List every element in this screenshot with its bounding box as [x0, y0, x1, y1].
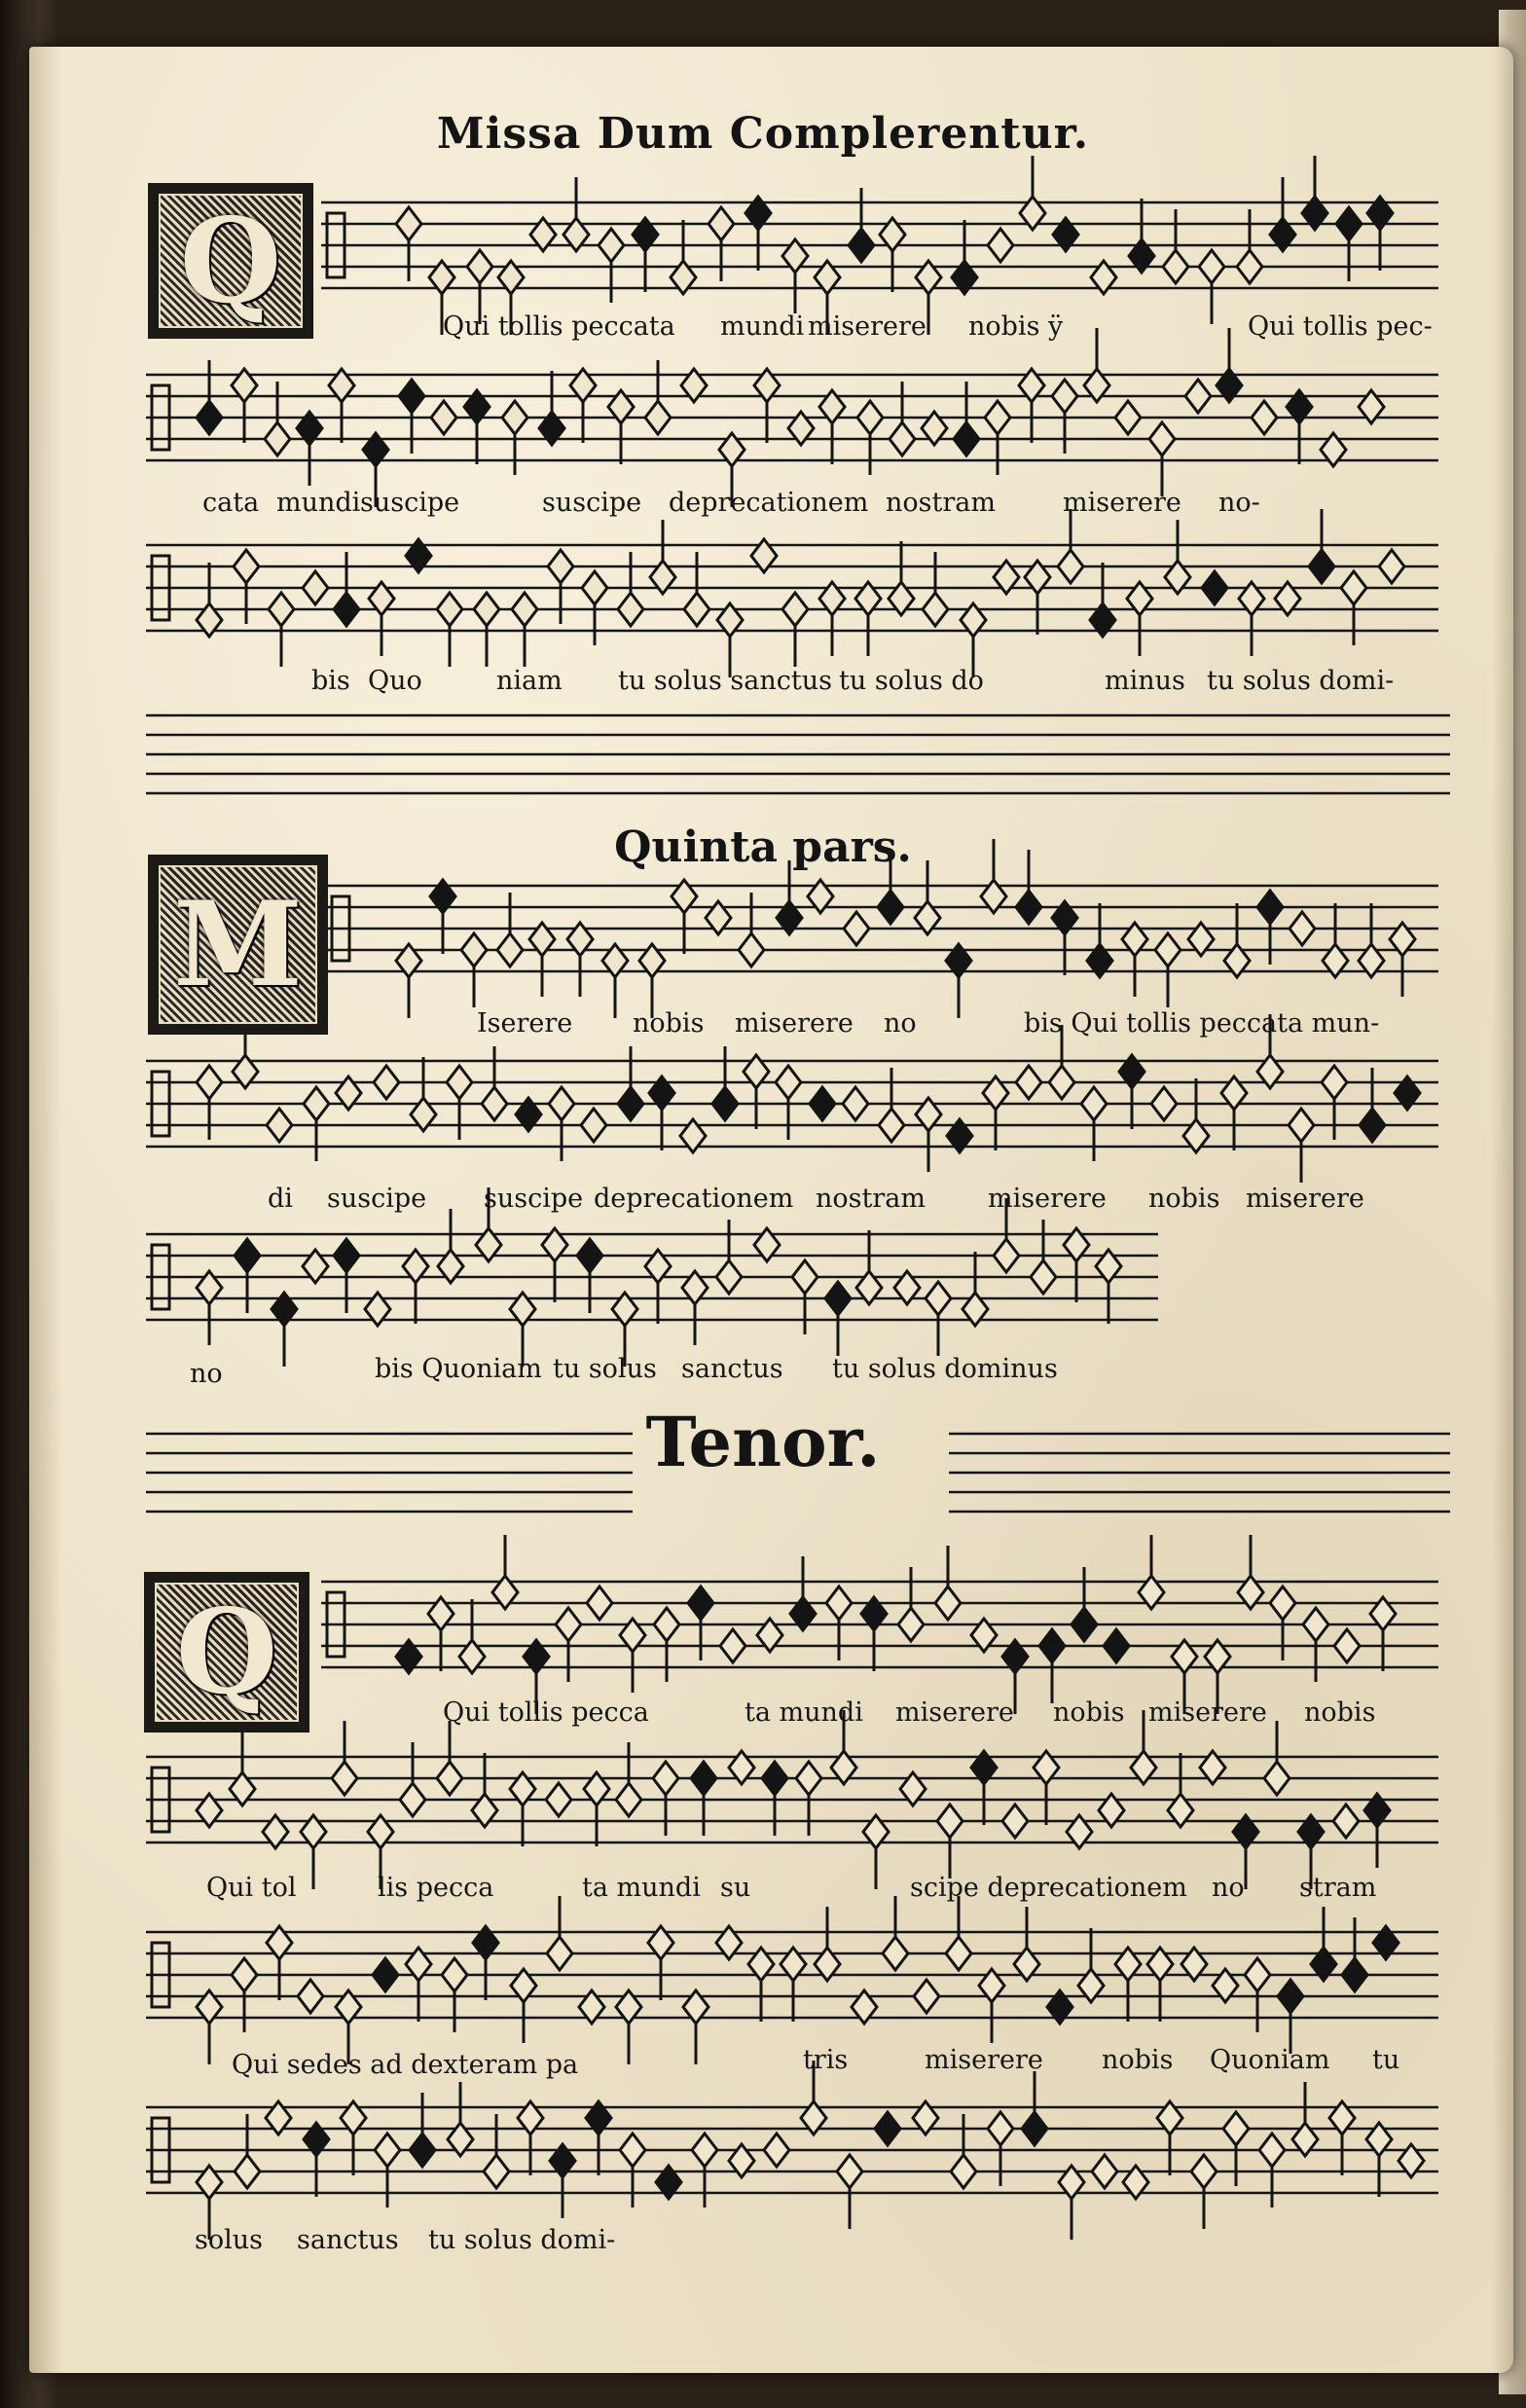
- notehead: [548, 550, 573, 583]
- lyric: nobis ÿ: [968, 311, 1064, 342]
- notehead: [587, 1587, 612, 1620]
- notehead: [1155, 933, 1181, 967]
- notehead: [1333, 1805, 1359, 1838]
- lyric: deprecationem: [669, 488, 869, 518]
- notehead: [1052, 380, 1077, 413]
- notehead: [1334, 1629, 1360, 1662]
- lyric: sanctus: [297, 2225, 399, 2255]
- lyric: tu solus dominus: [832, 1354, 1058, 1384]
- notehead: [546, 1783, 571, 1816]
- lyric: suscipe: [542, 488, 642, 518]
- lyric: nobis: [1304, 1697, 1376, 1728]
- notehead: [946, 1937, 971, 1970]
- notehead: [1289, 1109, 1314, 1142]
- notehead: [645, 401, 671, 434]
- notehead: [1199, 250, 1224, 283]
- notehead: [547, 1937, 572, 1970]
- lyric: nostram: [886, 488, 996, 518]
- notehead: [197, 401, 222, 434]
- notehead: [512, 593, 537, 626]
- lyric: no: [1212, 1873, 1245, 1903]
- lyric: di: [268, 1184, 293, 1214]
- notehead: [1309, 550, 1334, 583]
- quinta-pars-title: Quinta pars.: [614, 822, 912, 872]
- notehead: [764, 2134, 789, 2167]
- notehead: [467, 250, 492, 283]
- notehead: [577, 1239, 602, 1272]
- lyric: no: [190, 1359, 223, 1389]
- notehead: [898, 1608, 924, 1641]
- lyric: tu solus: [553, 1354, 657, 1384]
- lyric: nobis: [1148, 1184, 1220, 1214]
- lyric: miserere: [735, 1008, 854, 1039]
- notehead: [716, 1260, 742, 1294]
- notehead: [688, 1587, 713, 1620]
- notehead: [796, 1762, 821, 1795]
- notehead: [782, 593, 808, 626]
- notehead: [618, 593, 643, 626]
- lyric: Iserere: [477, 1008, 573, 1039]
- notehead: [399, 380, 424, 413]
- notehead: [1185, 380, 1211, 413]
- notehead: [1303, 1608, 1328, 1641]
- notehead: [1092, 2155, 1117, 2188]
- mass-title: Missa Dum Complerentur.: [436, 109, 1090, 159]
- notehead: [582, 571, 607, 604]
- notehead: [1278, 1980, 1303, 2013]
- notehead: [1016, 1066, 1041, 1099]
- notehead: [1360, 1109, 1385, 1142]
- lyric: mundi: [720, 311, 805, 342]
- notehead: [857, 401, 883, 434]
- lyric: miserere: [895, 1697, 1014, 1728]
- notehead: [265, 422, 290, 456]
- notehead: [1202, 571, 1227, 604]
- lyric: tris: [803, 2045, 849, 2075]
- notehead: [1022, 2112, 1047, 2145]
- notehead: [497, 933, 523, 967]
- notehead: [792, 1260, 818, 1294]
- notehead: [234, 550, 259, 583]
- lyric: deprecationem: [594, 1184, 794, 1214]
- lyric: suscipe: [484, 1184, 584, 1214]
- lyric: tu solus do: [839, 666, 984, 696]
- lyric: miserere: [1148, 1697, 1267, 1728]
- notehead: [334, 593, 359, 626]
- notehead: [482, 1087, 507, 1120]
- lyric: nostram: [816, 1184, 926, 1214]
- notehead: [1163, 250, 1188, 283]
- notehead: [332, 1762, 357, 1795]
- notehead: [837, 2155, 862, 2188]
- notehead: [1115, 401, 1141, 434]
- notehead: [267, 1109, 292, 1142]
- notehead: [653, 1762, 678, 1795]
- notehead: [1341, 571, 1366, 604]
- notehead: [431, 401, 456, 434]
- lyric: miserere: [1246, 1184, 1364, 1214]
- lyric: minus: [1105, 666, 1185, 696]
- notehead: [890, 422, 915, 456]
- notehead: [1252, 401, 1277, 434]
- notehead: [1031, 1260, 1056, 1294]
- notehead: [951, 2155, 976, 2188]
- lyric: miserere: [808, 311, 926, 342]
- lyric: no: [884, 1008, 917, 1039]
- initial-letter: M: [173, 876, 303, 1013]
- lyric: nobis: [633, 1008, 705, 1039]
- notehead: [304, 1087, 329, 1120]
- notehead: [437, 1762, 462, 1795]
- notehead: [878, 891, 903, 924]
- lyric: su: [720, 1873, 751, 1903]
- notehead: [437, 593, 462, 626]
- notehead: [375, 2134, 400, 2167]
- notehead: [1245, 1958, 1270, 1991]
- notehead: [1081, 1087, 1107, 1120]
- notehead: [461, 933, 487, 967]
- notehead: [1237, 250, 1262, 283]
- lyric: bis Quoniam: [375, 1354, 542, 1384]
- notehead: [1290, 912, 1315, 945]
- lyric: bis Qui tollis peccata mun-: [1024, 1008, 1380, 1039]
- notehead: [235, 2155, 260, 2188]
- notehead: [1149, 422, 1175, 456]
- notehead: [373, 1958, 398, 1991]
- notehead: [1223, 2112, 1249, 2145]
- notehead: [197, 1066, 222, 1099]
- notehead: [988, 2112, 1013, 2145]
- notehead: [994, 1239, 1019, 1272]
- notehead: [708, 207, 734, 240]
- notehead: [1049, 1066, 1074, 1099]
- notehead: [849, 229, 874, 262]
- lyric: miserere: [925, 2045, 1043, 2075]
- notehead: [654, 1608, 679, 1641]
- notehead: [954, 422, 979, 456]
- notehead: [235, 1239, 260, 1272]
- notehead: [400, 1783, 425, 1816]
- notehead: [232, 1958, 257, 1991]
- notehead: [762, 1762, 787, 1795]
- lyric: stram: [1299, 1873, 1377, 1903]
- notehead: [720, 1629, 745, 1662]
- notehead: [1259, 2134, 1285, 2167]
- lyric: suscipe: [327, 1184, 427, 1214]
- lyric: Quo: [368, 666, 422, 696]
- notehead: [396, 207, 421, 240]
- lyric: Qui tollis pec-: [1248, 311, 1433, 342]
- lyric: Qui tol: [206, 1873, 297, 1903]
- notehead: [879, 1109, 904, 1142]
- notehead: [502, 401, 527, 434]
- notehead: [875, 2112, 900, 2145]
- notehead: [776, 1066, 801, 1099]
- notehead: [712, 1087, 738, 1120]
- decorated-initial-3: [144, 1572, 309, 1733]
- notehead: [825, 1282, 851, 1315]
- notehead: [599, 229, 624, 262]
- lyric: tu solus sanctus: [618, 666, 832, 696]
- notehead: [484, 2155, 509, 2188]
- notehead: [303, 571, 328, 604]
- notehead: [923, 593, 948, 626]
- lyric: scipe deprecationem: [910, 1873, 1187, 1903]
- lyric: Qui tollis pecca: [443, 1697, 649, 1728]
- lyric: mundi: [276, 488, 361, 518]
- lyric: tu: [1372, 2045, 1400, 2075]
- notehead: [739, 933, 764, 967]
- lyric: Qui sedes ad dexteram pa: [232, 2050, 579, 2080]
- notehead: [1264, 1762, 1290, 1795]
- notehead: [581, 1109, 606, 1142]
- notehead: [935, 1587, 961, 1620]
- notehead: [447, 1066, 472, 1099]
- notehead: [618, 1087, 643, 1120]
- notehead: [549, 1087, 574, 1120]
- notehead: [374, 1066, 399, 1099]
- tenor-title: Tenor.: [645, 1402, 881, 1482]
- lyric: Quoniam: [1210, 2045, 1330, 2075]
- notehead: [844, 912, 869, 945]
- notehead: [937, 1805, 963, 1838]
- notehead: [1104, 1629, 1129, 1662]
- notehead: [926, 1282, 951, 1315]
- lyric: sanctus: [681, 1354, 783, 1384]
- notehead: [1016, 891, 1041, 924]
- lyric: no-: [1218, 488, 1260, 518]
- notehead: [1336, 207, 1362, 240]
- notehead: [298, 1980, 323, 2013]
- notehead: [1002, 1805, 1028, 1838]
- initial-letter: Q: [179, 192, 282, 330]
- notehead: [691, 1762, 716, 1795]
- notehead: [474, 593, 499, 626]
- lyric: suscipe: [360, 488, 460, 518]
- notehead: [410, 2134, 435, 2167]
- notehead: [1270, 1587, 1295, 1620]
- lyric: cata: [202, 488, 260, 518]
- notehead: [883, 1937, 908, 1970]
- notehead: [985, 401, 1010, 434]
- notehead: [1257, 891, 1283, 924]
- initial-letter: Q: [175, 1584, 278, 1721]
- lyric: miserere: [988, 1184, 1107, 1214]
- notehead: [1058, 550, 1083, 583]
- notehead: [1379, 550, 1404, 583]
- lyric: ta mundi: [582, 1873, 701, 1903]
- notehead: [843, 1087, 868, 1120]
- lyric: bis: [311, 666, 350, 696]
- notehead: [684, 593, 709, 626]
- notehead: [269, 593, 294, 626]
- lyric: niam: [496, 666, 563, 696]
- notehead: [1342, 1958, 1367, 1991]
- notehead: [334, 1239, 359, 1272]
- lyric: ta mundi: [745, 1697, 863, 1728]
- lyric: Qui tollis peccata: [443, 311, 675, 342]
- notehead: [1151, 1087, 1177, 1120]
- notehead: [826, 1587, 852, 1620]
- notehead: [988, 229, 1013, 262]
- notehead: [1072, 1608, 1097, 1641]
- notehead: [1039, 1629, 1065, 1662]
- notehead: [620, 2134, 645, 2167]
- notehead: [692, 2134, 717, 2167]
- notehead: [442, 1958, 467, 1991]
- lyric: tu solus domi-: [1207, 666, 1395, 696]
- decorated-initial-1: [148, 183, 313, 339]
- lyric: nobis: [1102, 2045, 1174, 2075]
- notehead: [616, 1783, 641, 1816]
- lyric: solus: [195, 2225, 263, 2255]
- notehead: [1191, 2155, 1217, 2188]
- lyric: tu solus domi-: [428, 2225, 616, 2255]
- notehead: [810, 1087, 835, 1120]
- lyric: miserere: [1063, 488, 1181, 518]
- lyric: lis pecca: [378, 1873, 494, 1903]
- decorated-initial-2: [148, 855, 328, 1035]
- notehead: [556, 1608, 581, 1641]
- notehead: [1322, 1066, 1347, 1099]
- notehead: [914, 1980, 939, 2013]
- lyric: nobis: [1053, 1697, 1125, 1728]
